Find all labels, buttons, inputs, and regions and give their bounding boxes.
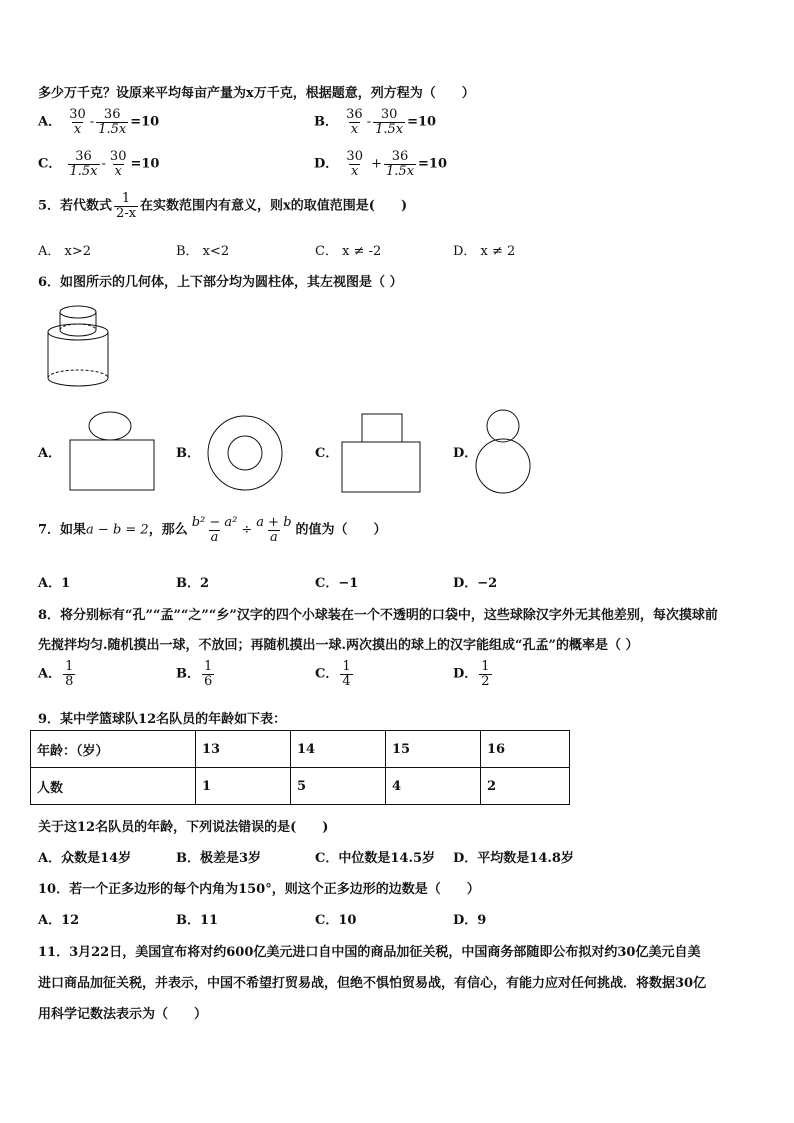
q7-option-a: A．1 [38,576,71,591]
q5-option-d: D． x ≠ 2 [453,244,516,259]
q7-option-c: C．−1 [315,576,359,591]
table-cell: 13 [196,731,291,768]
table-cell: 1 [196,768,291,805]
table-row [31,768,570,805]
q4-option-b: B． $\frac{36}{x}$ - $\frac{30}{1.5x}$ =10 [314,107,437,137]
q9-option-d: D．平均数是14.8岁 [453,851,574,866]
q5-option-c: C． x ≠ -2 [315,244,382,259]
q11-stem-line1: 11．3月22日，美国宣布将对约600亿美元进口自中国的商品加征关税，中国商务部随即公布拟对约30亿美元自美 [38,945,701,960]
q8-option-a: A． $\frac{1}{8}$ [38,659,74,689]
q11-stem-line2: 进口商品加征关税，并表示，中国不希望打贸易战，但绝不惧怕贸易战，有信心，有能力应对任何挑战．将数据30亿 [38,976,707,991]
age-table [30,730,570,805]
q10-option-d: D．9 [453,913,487,928]
cylinder-solid-figure [38,300,118,390]
q6-label-c: C． [315,446,339,461]
table-cell: 14 [291,731,386,768]
option-a-ellipse-on-rectangle-figure [66,408,158,494]
q7-option-d: D．−2 [453,576,498,591]
q10-stem: 10．若一个正多边形的每个内角为150°，则这个正多边形的边数是（ ） [38,882,480,897]
q6-label-b: B． [176,446,200,461]
table-row [31,731,570,768]
q10-option-b: B．11 [176,913,219,928]
q6-label-a: A． [38,446,62,461]
q4-option-a: A． $\frac{30}{x}$ - $\frac{36}{1.5x}$ =10 [38,107,160,137]
table-cell: 16 [481,731,570,768]
table-cell: 15 [386,731,481,768]
q7-stem: 7．如果a − b = 2，那么 $\frac{\text{b² − a²}}{a}$ ÷ $\frac{a + b}{a}$ 的值为（ ） [38,515,387,545]
option-b-concentric-circles-figure [204,412,286,494]
table-cell: 4 [386,768,481,805]
table-cell: 2 [481,768,570,805]
table-cell: 人数 [31,768,196,805]
q4-option-d: D． $\frac{30}{x}$ + $\frac{36}{1.5x}$ =10 [314,149,448,179]
q8-stem-line2: 先搅拌均匀.随机摸出一球，不放回；再随机摸出一球.两次摸出的球上的汉字能组成“孔孟”的概率是（ ） [38,638,639,653]
q10-option-c: C．10 [315,913,357,928]
q8-stem-line1: 8．将分别标有“孔”“孟”“之”“乡”汉字的四个小球装在一个不透明的口袋中，这些球除汉字外无其他差别，每次摸球前 [38,608,718,623]
table-cell: 年龄：（岁） [31,731,196,768]
q8-option-c: C． $\frac{1}{4}$ [315,659,351,689]
option-d-stacked-circles-figure [474,405,534,497]
table-cell: 5 [291,768,386,805]
q6-stem: 6．如图所示的几何体，上下部分均为圆柱体，其左视图是（ ） [38,275,403,290]
q9-option-b: B．极差是3岁 [176,851,262,866]
q11-stem-line3: 用科学记数法表示为（ ） [38,1007,208,1022]
q5-option-b: B． x<2 [176,244,230,259]
q9-stem: 9．某中学篮球队12名队员的年龄如下表： [38,712,287,727]
q7-option-b: B．2 [176,576,210,591]
option-c-square-on-rectangle-figure [338,410,424,496]
q9-option-c: C．中位数是14.5岁 [315,851,436,866]
q5-stem: 5．若代数式 $\frac{1}{2-x}$ 在实数范围内有意义，则x的取值范围是( ) [38,191,408,221]
q8-option-d: D． $\frac{1}{2}$ [453,659,490,689]
q10-option-a: A．12 [38,913,80,928]
q6-label-d: D． [453,446,478,461]
q4-stem: 多少万千克？设原来平均每亩产量为x万千克，根据题意，列方程为（ ） [38,86,475,101]
q9-option-a: A．众数是14岁 [38,851,132,866]
q8-option-b: B． $\frac{1}{6}$ [176,659,213,689]
q4-option-c: C． $\frac{36}{1.5x}$ - $\frac{30}{x}$ =10 [38,149,160,179]
q9-question: 关于这12名队员的年龄，下列说法错误的是( ) [38,820,329,835]
q5-option-a: A． x>2 [38,244,92,259]
